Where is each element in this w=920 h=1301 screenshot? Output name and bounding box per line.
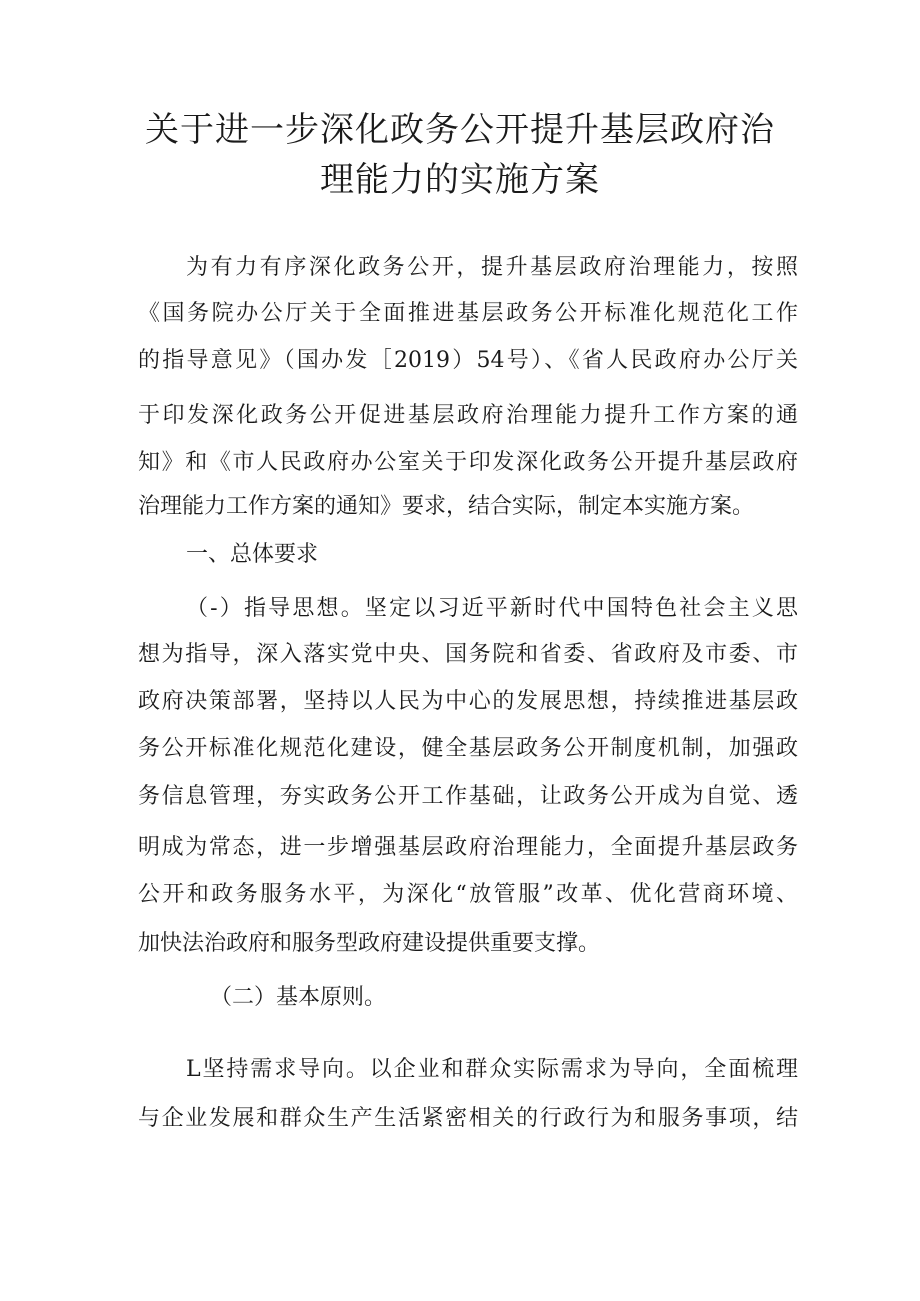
guiding-thought-line-7: 公开和政务服务水平，为深化“放管服”改革、优化营商环境、 (138, 882, 798, 907)
intro-line-5: 知》和《市人民政府办公室关于印发深化政务公开提升基层政府 (138, 450, 798, 475)
document-title-line-1: 关于进一步深化政务公开提升基层政府治 (145, 110, 775, 150)
basic-principles-heading: （二）基本原则。 (210, 985, 387, 1010)
guiding-thought-line-2: 想为指导，深入落实党中央、国务院和省委、省政府及市委、市 (138, 642, 798, 667)
section-heading-general-requirements: 一、总体要求 (186, 542, 319, 567)
guiding-thought-line-8: 加快法治政府和服务型政府建设提供重要支撑。 (138, 931, 601, 956)
document-title-line-2: 理能力的实施方案 (320, 160, 600, 200)
guiding-thought-line-3: 政府决策部署，坚持以人民为中心的发展思想，持续推进基层政 (138, 689, 798, 714)
principle-1-line-2: 与企业发展和群众生产生活紧密相关的行政行为和服务事项，结 (138, 1106, 798, 1131)
intro-line-4: 于印发深化政务公开促进基层政府治理能力提升工作方案的通 (138, 403, 798, 428)
guiding-thought-line-6: 明成为常态，进一步增强基层政府治理能力，全面提升基层政务 (138, 835, 798, 860)
intro-line-2: 《国务院办公厅关于全面推进基层政务公开标准化规范化工作 (138, 301, 798, 326)
guiding-thought-line-1: （-）指导思想。坚定以习近平新时代中国特色社会主义思 (186, 596, 798, 621)
guiding-thought-line-5: 务信息管理，夯实政务公开工作基础，让政务公开成为自觉、透 (138, 784, 798, 809)
principle-1-line-1: L坚持需求导向。以企业和群众实际需求为导向，全面梳理 (186, 1057, 798, 1082)
intro-line-3: 的指导意见》（国办发［2019）54号）、《省人民政府办公厅关 (138, 348, 798, 373)
intro-line-6: 治理能力工作方案的通知》要求，结合实际，制定本实施方案。 (138, 494, 755, 519)
guiding-thought-line-4: 务公开标准化规范化建设，健全基层政务公开制度机制，加强政 (138, 736, 798, 761)
intro-line-1: 为有力有序深化政务公开，提升基层政府治理能力，按照 (186, 255, 798, 280)
